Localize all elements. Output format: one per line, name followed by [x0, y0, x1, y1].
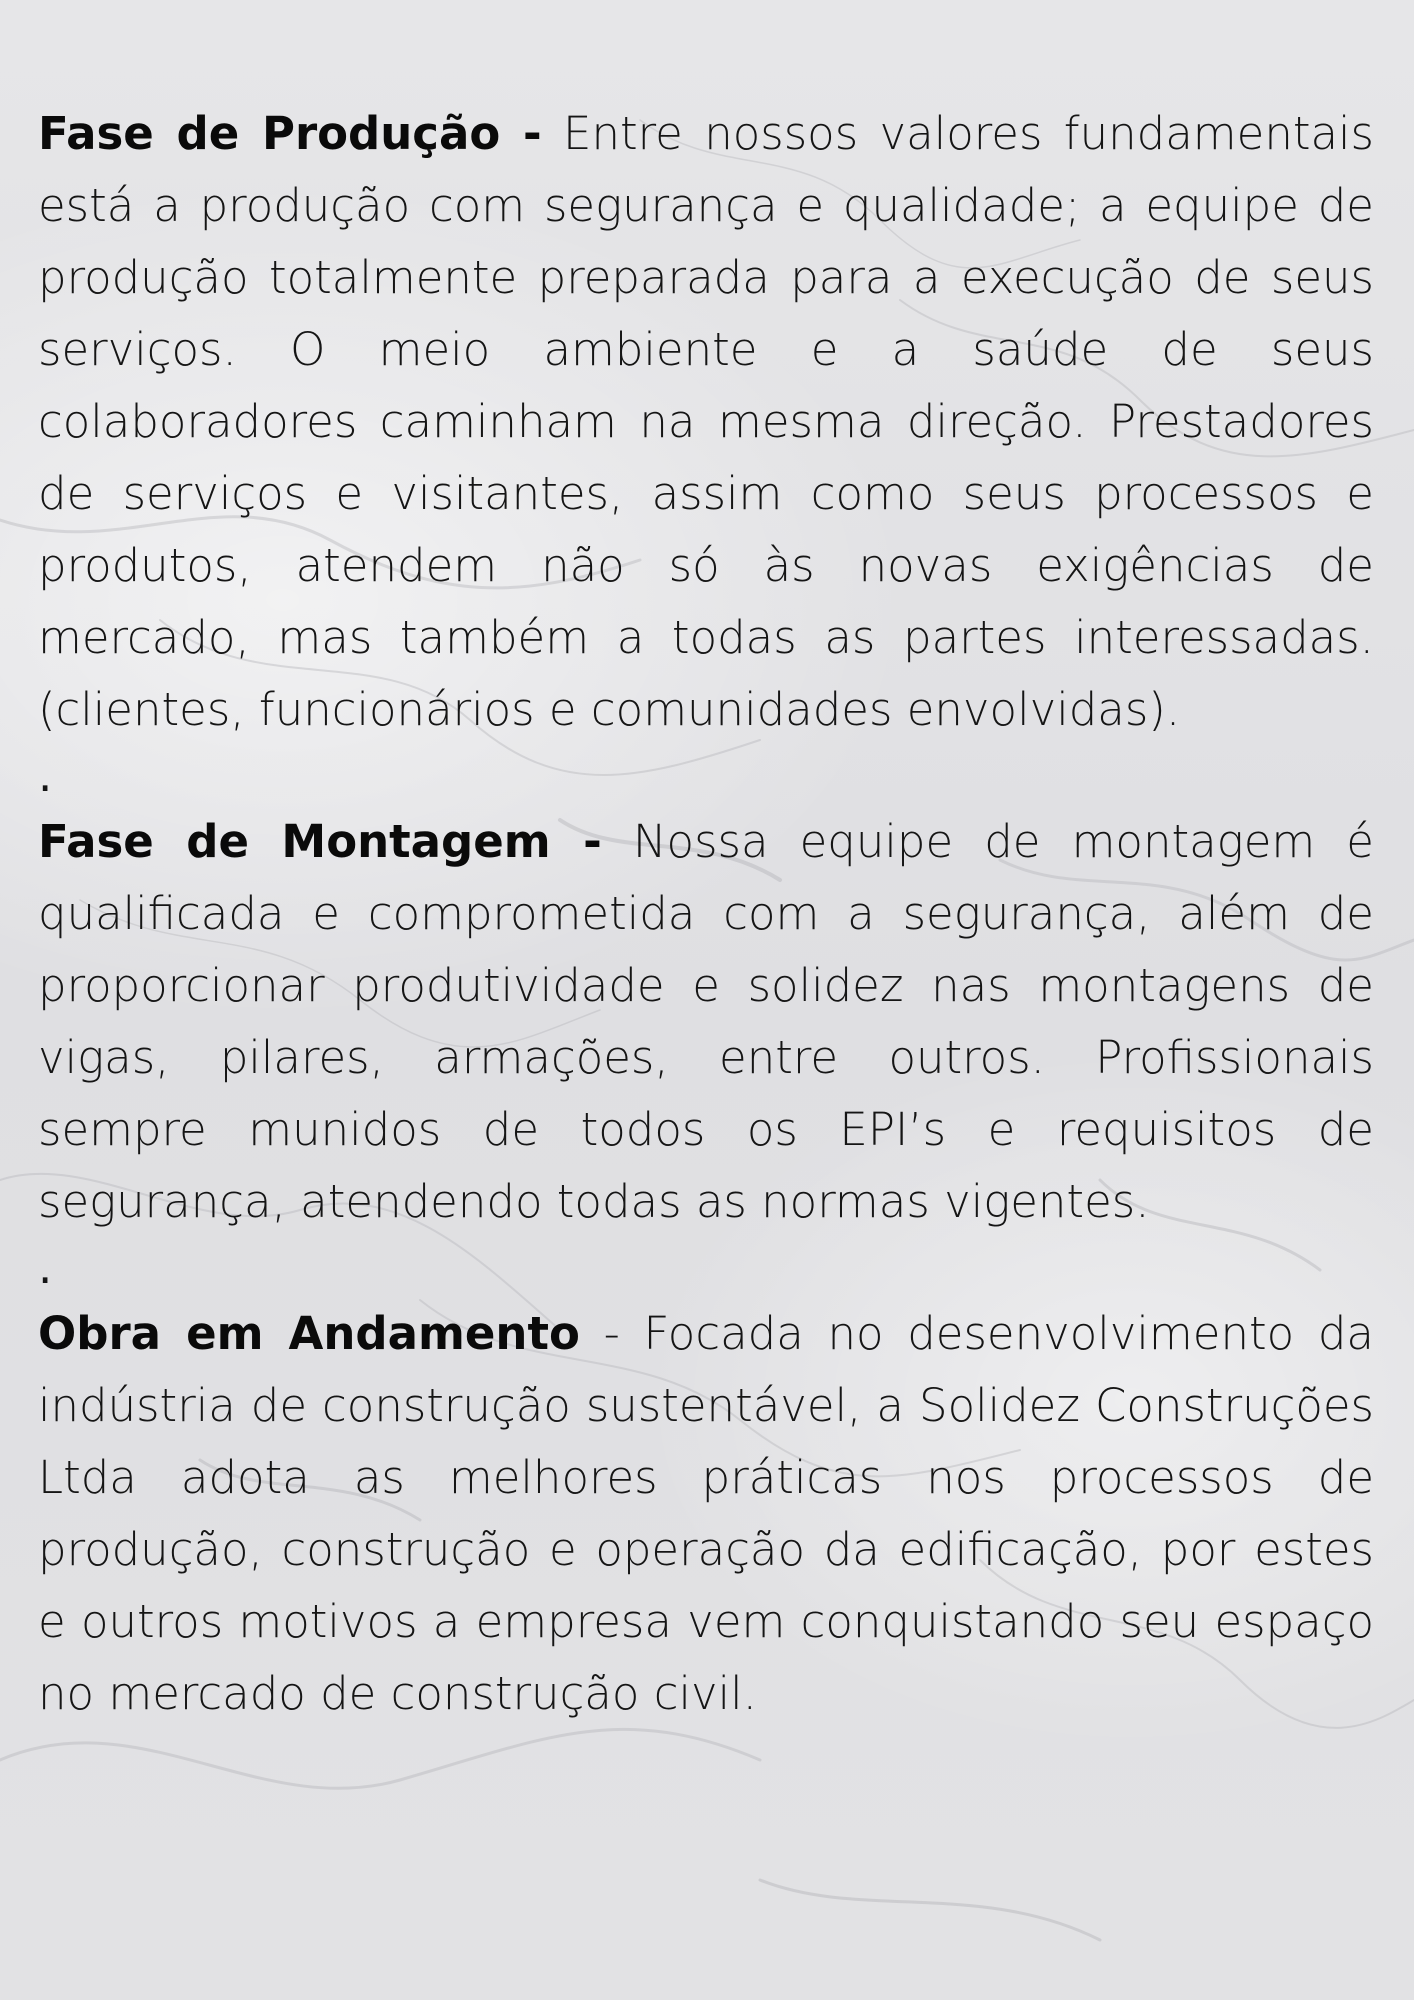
document-body: [38, 98, 1374, 1730]
section-obra: [38, 1298, 1374, 1730]
section-text: Entre nossos valores fundamentais está a produção com segurança e qualidade; a equipe de produção totalmente preparada para a execução de seus serviços. O meio ambiente e a saúde de seus colaboradores caminham na mesma direção. Prestadores de serviços e visitantes, assim como seus processos e produtos, atendem não só às novas exigências de mercado, mas também a todas as partes interessadas. (clientes, funcionários e comunidades envolvidas).: [38, 107, 1375, 736]
section-producao: [38, 98, 1374, 746]
section-montagem: [38, 806, 1374, 1238]
section-text: - Focada no desenvolvimento da indústria de construção sustentável, a Solidez Construções Ltda adota as melhores práticas nos processos de produção, construção e operação da edificação, por estes e outros motivos a empresa vem conquistando seu espaço no mercado de construção civil.: [38, 1307, 1374, 1720]
separator-dot: .: [38, 1241, 53, 1294]
section-heading: Fase de Produção -: [38, 107, 542, 160]
section-text: Nossa equipe de montagem é qualificada e comprometida com a segurança, além de proporcionar produtividade e solidez nas montagens de vigas, pilares, armações, entre outros. Profissionais sempre munidos de todos os EPI’s e requisitos de segurança, atendendo todas as normas vigentes.: [38, 815, 1374, 1228]
section-heading: Fase de Montagem -: [38, 815, 602, 868]
section-heading: Obra em Andamento: [38, 1307, 580, 1360]
separator-dot: .: [38, 749, 53, 802]
